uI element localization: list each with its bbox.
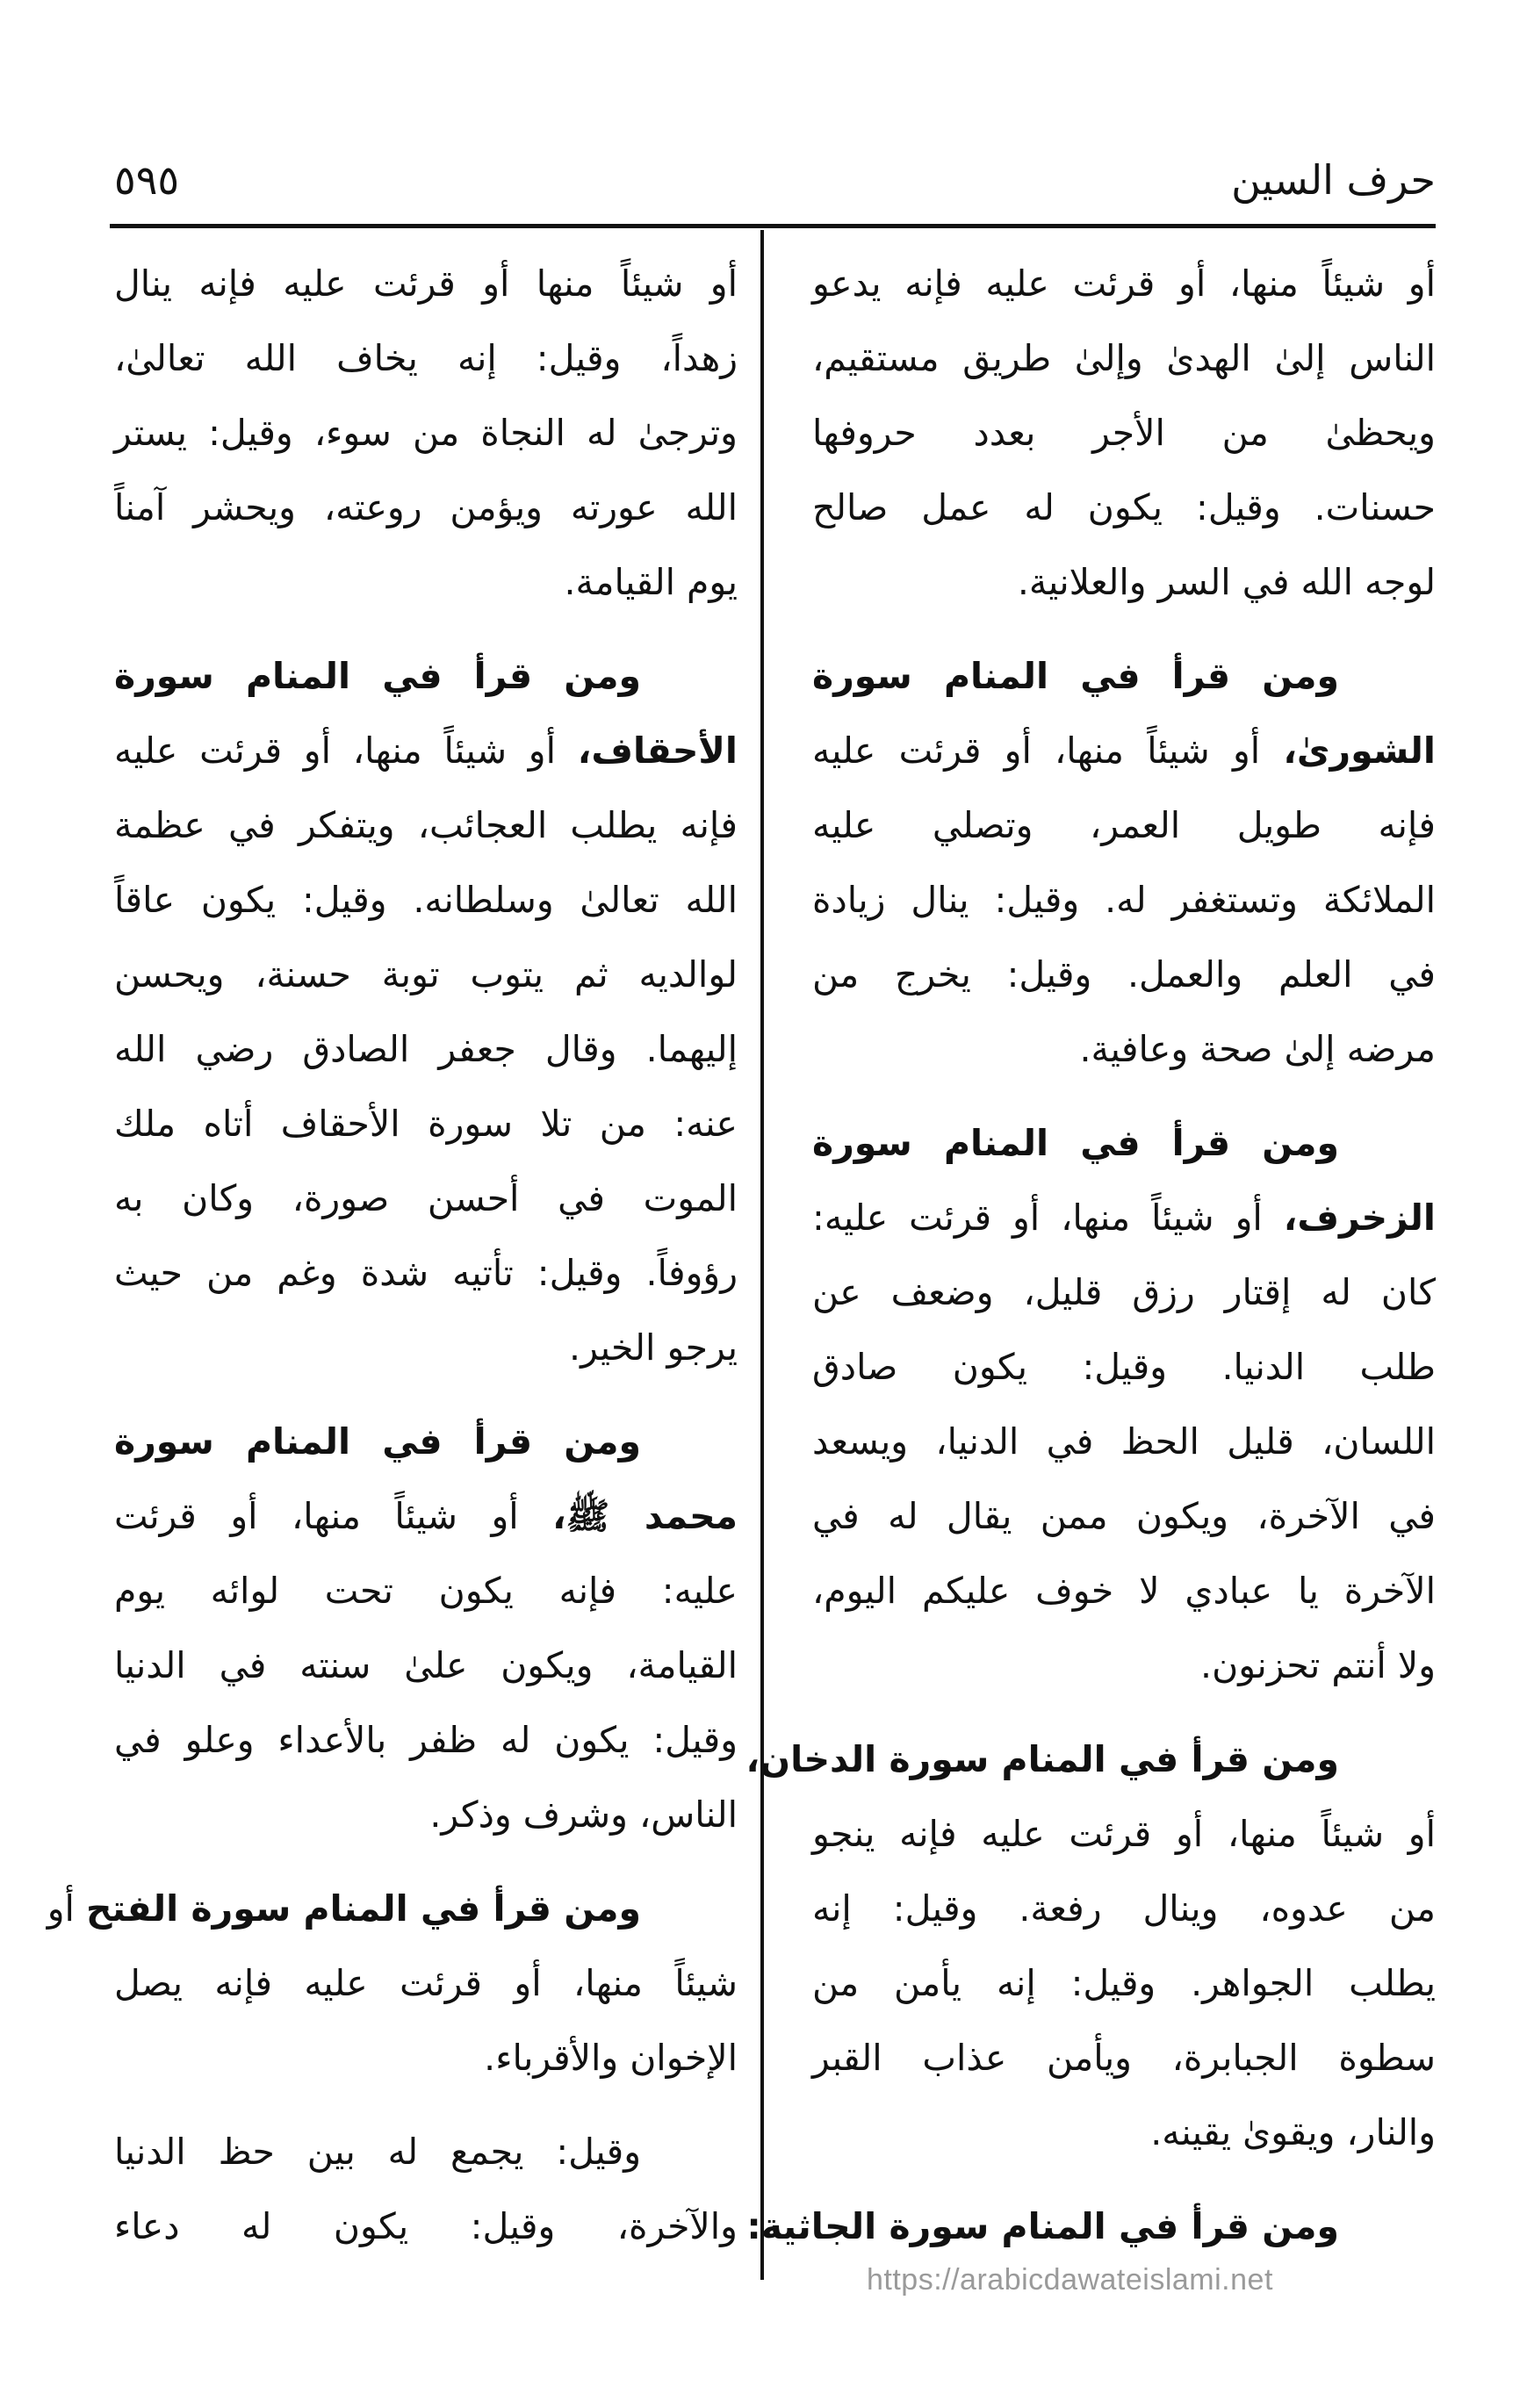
line-text: مرضه إلىٰ صحة وعافية. [1079,1028,1436,1070]
text-line [114,788,738,863]
text-line [114,1311,738,1385]
line-text: الآخرة يا عبادي لا خوف عليكم اليوم، [812,1570,1436,1612]
text-line [114,1236,738,1311]
line-text: اللسان، قليل الحظ في الدنيا، ويسعد [812,1420,1436,1463]
text-line [114,471,738,545]
text-line [114,714,738,788]
line-text: الله تعالىٰ وسلطانه. وقيل: يكون عاقاً [114,879,738,921]
paragraph [114,639,738,1385]
page-number: ٥٩٥ [114,156,180,204]
surah-heading: ومن قرأ في المنام سورة الفتح [85,1887,641,1930]
line-text: وقيل: يجمع له بين حظ الدنيا [114,2131,641,2173]
text-line [812,2095,1436,2170]
line-text: الله عورته ويؤمن روعته، ويحشر آمناً [114,486,738,528]
paragraph [812,639,1436,1087]
surah-heading: ومن قرأ في المنام سورة الجاثية: [746,2205,1339,2247]
text-line [114,2021,738,2095]
line-text: وترجىٰ له النجاة من سوء، وقيل: يستر [114,412,738,454]
line-text: فإنه يطلب العجائب، ويتفكر في عظمة [114,804,738,846]
line-text: ويحظىٰ من الأجر بعدد حروفها [812,412,1436,454]
text-line [114,1161,738,1236]
column-divider [760,230,764,2280]
text-line [812,1405,1436,1479]
paragraph [812,247,1436,620]
text-line [114,1946,738,2021]
paragraph [746,2189,1436,2264]
text-line [114,545,738,620]
text-line [812,545,1436,620]
text-line [812,247,1436,321]
text-line [114,1703,738,1778]
line-text: أو شيئاً منها، أو قرئت عليه: [812,1197,1284,1239]
paragraph [114,2115,738,2264]
line-text: الإخوان والأقرباء. [484,2037,738,2079]
line-text: رؤوفاً. وقيل: تأتيه شدة وغم من حيث [114,1252,738,1294]
text-line [114,639,738,714]
line-text: طلب الدنيا. وقيل: يكون صادق [812,1346,1436,1388]
watermark-url: https://arabicdawateislami.net [867,2263,1273,2297]
surah-heading: ومن قرأ في المنام سورة [114,655,641,697]
text-line [812,1946,1436,2021]
text-line [114,1628,738,1703]
line-text: شيئاً منها، أو قرئت عليه فإنه يصل [114,1962,738,2004]
line-text: أو شيئاً منها، أو قرئت عليه [114,730,578,772]
text-line [812,1797,1436,1872]
text-line [812,938,1436,1012]
line-text: الملائكة وتستغفر له. وقيل: ينال زيادة [812,879,1436,921]
line-text: فإنه طويل العمر، وتصلي عليه [812,804,1436,846]
line-text: في العلم والعمل. وقيل: يخرج من [812,953,1436,996]
header-rule [110,224,1436,228]
text-line [114,321,738,396]
text-line [812,1012,1436,1087]
line-text: الناس، وشرف وذكر. [429,1793,738,1836]
text-line [812,1872,1436,1946]
line-text: ولا أنتم تحزنون. [1200,1644,1436,1686]
surah-heading: ومن قرأ في المنام سورة [114,1420,641,1463]
left-column [47,247,738,2283]
paragraph [114,247,738,620]
paragraph [812,1106,1436,1703]
paragraph [745,1722,1436,2170]
line-text: وقيل: يكون له ظفر بالأعداء وعلو في [114,1719,738,1761]
text-line [812,1479,1436,1554]
line-text: من عدوه، وينال رفعة. وقيل: إنه [812,1887,1436,1930]
right-column [745,247,1436,2283]
line-text: يطلب الجواهر. وقيل: إنه يأمن من [812,1962,1436,2004]
text-line [114,1087,738,1161]
line-text: والنار، ويقوىٰ يقينه. [1150,2111,1436,2153]
paragraph [114,1405,738,1852]
text-line [114,1405,738,1479]
text-line [812,321,1436,396]
text-line [47,1872,738,1946]
text-line [812,788,1436,863]
line-text: إليهما. وقال جعفر الصادق رضي الله [114,1028,738,1070]
line-text: في الآخرة، ويكون ممن يقال له في [812,1495,1436,1537]
text-line [812,471,1436,545]
text-line [812,714,1436,788]
paragraph [47,1872,738,2095]
text-line [114,396,738,471]
surah-heading: الأحقاف، [577,730,738,772]
text-line [745,1722,1436,1797]
text-line [114,1479,738,1554]
text-line [812,1330,1436,1405]
line-text: أو شيئاً منها، أو قرئت [114,1495,553,1537]
text-line [812,1628,1436,1703]
text-line [114,938,738,1012]
line-text: حسنات. وقيل: يكون له عمل صالح [812,486,1436,528]
text-line [812,639,1436,714]
line-text: أو شيئاً منها، أو قرئت عليه فإنه ينجو [812,1813,1436,1855]
text-line [812,396,1436,471]
surah-heading: الشورىٰ، [1283,730,1436,772]
line-text: أو [47,1887,86,1930]
line-text: أو شيئاً منها، أو قرئت عليه [812,730,1284,772]
line-text: يرجو الخير. [569,1326,738,1369]
line-text: لوالديه ثم يتوب توبة حسنة، ويحسن [114,953,738,996]
text-line [746,2189,1436,2264]
text-line [114,1778,738,1852]
text-line [114,2189,738,2264]
line-text: لوجه الله في السر والعلانية. [1017,561,1436,603]
line-text: الناس إلىٰ الهدىٰ وإلىٰ طريق مستقيم، [812,337,1436,379]
text-line [114,863,738,938]
line-text: سطوة الجبابرة، ويأمن عذاب القبر [812,2037,1436,2079]
line-text: أو شيئاً منها، أو قرئت عليه فإنه يدعو [812,262,1436,305]
line-text: يوم القيامة. [564,561,738,603]
surah-heading: محمد ﷺ، [552,1495,738,1537]
surah-heading: ومن قرأ في المنام سورة [812,655,1339,697]
text-line [812,863,1436,938]
text-line [114,2115,738,2189]
line-text: زهداً، وقيل: إنه يخاف الله تعالىٰ، [114,337,738,379]
line-text: والآخرة، وقيل: يكون له دعاء [114,2205,738,2247]
line-text: كان له إقتار رزق قليل، وضعف عن [812,1271,1436,1313]
surah-heading: ومن قرأ في المنام سورة الدخان، [745,1738,1339,1780]
text-line [812,1181,1436,1255]
text-line [812,2021,1436,2095]
line-text: القيامة، ويكون علىٰ سنته في الدنيا [114,1644,738,1686]
text-line [812,1554,1436,1628]
line-text: أو شيئاً منها أو قرئت عليه فإنه ينال [114,262,738,305]
line-text: الموت في أحسن صورة، وكان به [114,1177,738,1219]
text-line [114,1554,738,1628]
surah-heading: الزخرف، [1283,1197,1436,1239]
text-line [812,1106,1436,1181]
text-line [114,247,738,321]
text-line [114,1012,738,1087]
running-header: حرف السين [1231,156,1436,204]
surah-heading: ومن قرأ في المنام سورة [812,1122,1339,1164]
line-text: عليه: فإنه يكون تحت لوائه يوم [114,1570,738,1612]
text-line [812,1255,1436,1330]
line-text: عنه: من تلا سورة الأحقاف أتاه ملك [114,1103,738,1145]
